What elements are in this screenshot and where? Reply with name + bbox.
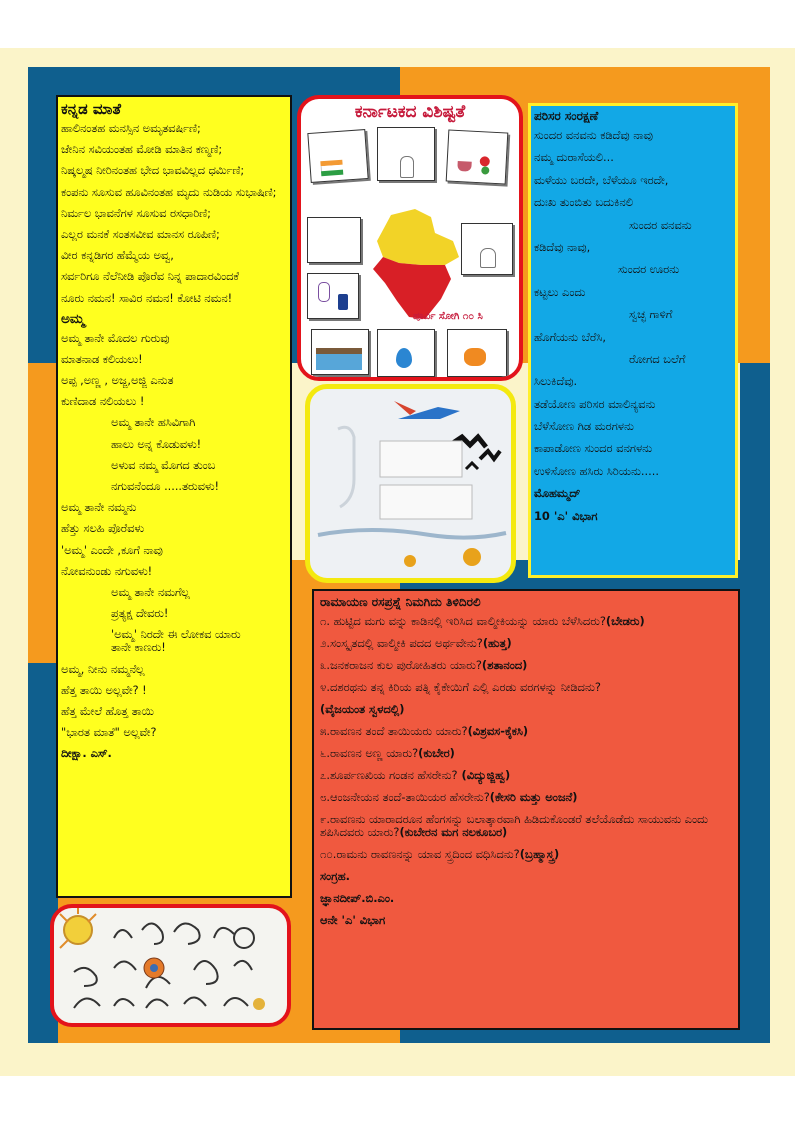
- environment-line: ರೋಗದ ಬಲೆಗೆ: [629, 351, 686, 366]
- quiz-question: ೧೦.ರಾಮನು ರಾವಣನನ್ನು ಯಾವ ಸ್ತ್ರದಿಂದ ವಧಿಸಿದನು?: [320, 847, 520, 861]
- karnataka-poster: [297, 95, 523, 381]
- quiz-answer: (ಕುಬೇರ): [418, 746, 455, 760]
- poster-card: [307, 217, 361, 263]
- bird-drawing: [305, 384, 516, 583]
- environment-line: ತಡೆಯೋಣ ಪರಿಸರ ಮಾಲಿನ್ಯವನು: [534, 396, 656, 411]
- poem-line: ಜೇನಿನ ಸವಿಯಂತಹ ಮೋಡಿ ಮಾತಿನ ಕಣ್ಮಣಿ;: [61, 143, 223, 157]
- environment-line: ಸಿಲುಕಿದೆವು.: [534, 374, 578, 389]
- poster-card: [446, 129, 509, 184]
- poem-line: ವೀರ ಕನ್ನಡಿಗರ ಹೆಮ್ಮೆಯ ಅವ್ವ,: [61, 249, 174, 263]
- quiz-answer: (ವಿದ್ಯುಜ್ಜಿಹ್ವ): [457, 768, 511, 782]
- poem2-line: "ಭಾರತ ಮಾತೆ" ಅಲ್ಲವೇ?: [61, 726, 157, 740]
- heron: [338, 427, 354, 507]
- quiz-title: ರಾಮಾಯಣ ರಸಪ್ರಶ್ನೆ ನಿಮಗಿದು ತಿಳಿದಿರಲಿ: [320, 595, 481, 609]
- quiz-item: [320, 791, 732, 804]
- environment-line: ಕಡಿದೆವು ನಾವು,: [534, 239, 591, 254]
- handwritten-letters: [174, 923, 234, 944]
- flower-center: [150, 964, 158, 972]
- quiz-item: [320, 615, 732, 628]
- poem2-line: ಹೆತ್ತು ಸಲಹಿ ಪೊರೆವಳು: [61, 522, 145, 536]
- environment-panel: [528, 103, 738, 578]
- quiz-item: [320, 769, 732, 782]
- environment-line: ಸುಂದರ ವನವನು: [629, 217, 692, 232]
- poem2-title: ಅಮ್ಮ: [61, 310, 85, 327]
- poem-line: ನಿಷ್ಕಲ್ಮಷ ನೀರಿನಂತಹ ಭೇದ ಭಾವವಿಲ್ಲದ ಧರ್ಮಿಣಿ;: [61, 164, 245, 178]
- environment-line: ಸುಂದರ ಊರನು: [618, 262, 680, 277]
- poem2-line: ಕುಣಿದಾಡ ನಲಿಯಲು !: [61, 395, 145, 409]
- alphabet-illustration: [54, 908, 287, 1023]
- text-note: [380, 441, 462, 477]
- environment-line: ಹೊಗೆಯನು ಬೆರೆಸಿ,: [534, 329, 607, 344]
- poem-line: ನೂರು ನಮನ! ಸಾವಿರ ನಮನ! ಕೋಟಿ ನಮನ!: [61, 291, 233, 305]
- poem-panel: [56, 95, 292, 898]
- poem2-line: ಅಮ್ಮ, ನೀನು ನಮ್ಮನೆಲ್ಲ: [61, 662, 145, 676]
- quiz-answer: (ಹುತ್ತ): [482, 636, 512, 650]
- poem-line: ನಿರ್ಮಲ ಭಾವನೆಗಳ ಸೂಸುವ ರಸಧಾರಿಣಿ;: [61, 206, 211, 220]
- poster-card: [447, 329, 507, 377]
- map-north: [377, 209, 459, 265]
- environment-title: ಪರಿಸರ ಸಂರಕ್ಷಣೆ: [534, 109, 599, 123]
- quiz-item: [320, 681, 732, 694]
- alphabet-drawing: [50, 904, 291, 1027]
- quiz-item: [320, 659, 732, 672]
- poster-card: [307, 129, 368, 183]
- quiz-answer: (ಬ್ರಹ್ಮಾಸ್ತ್ರ): [519, 847, 560, 861]
- quiz-question: ೪.ದಶರಥನು ತನ್ನ ಕಿರಿಯ ಪತ್ನಿ ಕೈಕೇಯಿಗೆ ಎಲ್ಲಿ ಎರಡು ವರಗಳನ್ನು ನೀಡಿದನು?: [320, 680, 601, 694]
- flying-bird: [480, 451, 500, 459]
- poem2-line: ಹಾಲು ಅನ್ನ ಕೊಡುವಳು!: [111, 437, 202, 451]
- poem2-line: ಅಪ್ಪ ,ಅಣ್ಣ , ಅಜ್ಜ,ಅಜ್ಜಿ ಎನುತ: [61, 374, 174, 388]
- quiz-item: [320, 637, 732, 650]
- poem-line: ಹಾಲಿನಂತಹ ಮನಸ್ಸಿನ ಅಮೃತವರ್ಷಿಣಿ;: [61, 122, 201, 135]
- fruit-drawing: [253, 998, 265, 1010]
- poem2-line: 'ಅಮ್ಮ' ಎಂದೇ ,ಕೂಗೆ ನಾವು: [61, 543, 163, 557]
- poem-author: ದೀಕ್ಷಾ. ಎಸ್.: [61, 747, 112, 761]
- egg: [404, 555, 416, 567]
- quiz-answer: (ಕೇಸರಿ ಮತ್ತು ಅಂಜನೆ): [489, 790, 578, 804]
- poster-card: [307, 273, 359, 319]
- quiz-answer: (ವಿಶ್ರವಸ-ಕೈಕಸಿ): [467, 724, 529, 738]
- poem2-line: ಅಮ್ಮ ತಾನೇ ಹಸಿವಿಗಾಗಿ: [111, 416, 196, 430]
- egg: [463, 548, 481, 566]
- quiz-item: [320, 848, 732, 861]
- environment-line: ಬೆಳೆಸೋಣ ಗಿಡ ಮರಗಳನು: [534, 419, 634, 434]
- poem-line: ಕಂಪನು ಸೂಸುವ ಹೂವಿನಂತಹ ಮೃದು ನುಡಿಯ ಸುಭಾಷಿಣಿ;: [61, 185, 277, 199]
- environment-author: ಮೊಹಮ್ಮದ್: [534, 486, 581, 501]
- environment-line: ಕಟ್ಟಲು ಎಂದು: [534, 284, 586, 299]
- quiz-author: ಜ್ಞಾನದೀಪ್.ಬಿ.ಎಂ.: [320, 891, 395, 905]
- quiz-class: ಆನೇ 'ಎ' ವಿಭಾಗ: [320, 913, 386, 927]
- environment-line: ಮಳೆಯು ಬರದೇ, ಬೆಳೆಯೂ ಇರದೇ,: [534, 172, 669, 187]
- sun-drawing: [64, 916, 92, 944]
- environment-line: ಕಾಪಾಡೋಣ ಸುಂದರ ವನಗಳನು: [534, 441, 653, 456]
- poem2-line: 'ಅಮ್ಮ' ನಿರದೇ ಈ ಲೋಕವ ಯಾರು ತಾನೇ ಕಾಣರು!: [111, 628, 241, 655]
- environment-line: ಸುಂದರ ವನವನು ಕಡಿದೆವು ನಾವು: [534, 128, 653, 142]
- poem2-line: ಅಮ್ಮ ತಾನೇ ನಮ್ಮನು: [61, 501, 137, 515]
- poem2-line: ಹೆತ್ತ ತಾಯಿ ಅಲ್ಲವೇ? !: [61, 683, 147, 697]
- quiz-question: ೯.ರಾವಣನು ಯಾರಾದರೂನ ಹೆಂಗಸನ್ನು ಬಲಾತ್ಕಾರವಾಗಿ ಹಿಡಿದುಕೊಂಡರೆ ತಲೆಯೊಡೆದು ಸಾಯುವನು ಎಂದು ಶಪಿಸಿದವರು ಯಾರು?: [320, 812, 709, 839]
- karnataka-map: [361, 207, 471, 325]
- poem2-line: ಅಮ್ಮ ತಾನೇ ಮೊದಲ ಗುರುವು: [61, 331, 170, 345]
- poem2-line: ನೋವನುಂಡು ನಗುವಳು!: [61, 564, 153, 578]
- handwritten-letters: [74, 997, 248, 1008]
- bird-illustration: [310, 389, 511, 578]
- quiz-item: [320, 813, 732, 839]
- water-waves: [318, 530, 506, 538]
- quiz-question: ೧. ಹುಟ್ಟಿದ ಮಗು ವನ್ನು ಕಾಡಿನಲ್ಲಿ ಇರಿಸಿದ ವಾಲ್ಮೀಕಿಯನ್ನು ಯಾರು ಬೆಳೆಸಿದರು?: [320, 614, 606, 628]
- environment-line: ಸ್ವಚ್ಛ ಗಾಳಿಗೆ: [629, 307, 673, 322]
- text-note: [380, 485, 472, 519]
- quiz-collected: ಸಂಗ್ರಹ.: [320, 869, 350, 883]
- poem-line: ಸರ್ವರಿಗೂ ನೆಲೆನೀಡಿ ಪೊರೆವ ನಿನ್ನ ಪಾದಾರವಿಂದಕೆ: [61, 270, 239, 284]
- handwritten-letters: [234, 928, 254, 948]
- poem2-line: ಅಮ್ಮ ತಾನೇ ನಮಗೆಲ್ಲ: [111, 585, 190, 599]
- poem-line: ಎಲ್ಲರ ಮನಕೆ ಸಂತಸವೀವ ಮಾನಸ ರೂಪಿಣಿ;: [61, 227, 220, 241]
- environment-class: 10 'ಎ' ವಿಭಾಗ: [534, 508, 598, 523]
- quiz-item: [320, 725, 732, 738]
- quiz-answer: (ವೈಜಯಂತ ಸ್ವಳದಲ್ಲಿ): [320, 702, 405, 716]
- quiz-question: ೨.ಸಂಸ್ಕೃತದಲ್ಲಿ ವಾಲ್ಮೀಕಿ ಪದದ ಅರ್ಥವೇನು?: [320, 636, 483, 650]
- quiz-answer: (ಕುಬೇರನ ಮಗ ನಲಕೂಬರ): [399, 825, 508, 839]
- map-south: [373, 257, 451, 319]
- poem2-line: ಹೆತ್ತ ಮೇಲೆ ಹೊತ್ತ ತಾಯಿ: [61, 704, 154, 718]
- poster-card: [377, 127, 435, 181]
- flying-bird: [466, 463, 478, 469]
- quiz-item: [320, 703, 732, 716]
- poem2-line: ಅಳುವ ನಮ್ಮ ಮೊಗದ ತುಂಬ: [111, 458, 216, 472]
- quiz-question: ೮.ಆಂಜನೇಯನ ತಂದೆ-ತಾಯಿಯರ ಹೆಸರೇನು?: [320, 790, 490, 804]
- environment-line: ಉಳಿಸೋಣ ಹಸಿರು ಸಿರಿಯನು.....: [534, 463, 660, 478]
- poem2-line: ಮಾತನಾಡ ಕಲಿಯಲು!: [61, 352, 143, 366]
- quiz-panel: [312, 589, 740, 1030]
- handwritten-letters: [194, 961, 252, 984]
- quiz-question: ೭.ಶೂರ್ಪಣಖಿಯ ಗಂಡನ ಹೆಸರೇನು?: [320, 768, 458, 782]
- poster-title: ಕರ್ನಾಟಕದ ವಿಶಿಷ್ಟತೆ: [354, 102, 466, 122]
- environment-line: ದುಃಖ ತುಂಬಿತು ಬದುಕಿನಲಿ: [534, 195, 633, 210]
- poem2-line: ಪ್ರತ್ಯಕ್ಷ ದೇವರು!: [111, 607, 169, 621]
- hummingbird-tail: [394, 401, 416, 415]
- poster-card: [311, 329, 369, 375]
- quiz-question: ೩.ಜನಕರಾಜನ ಕುಲ ಪುರೋಹಿತರು ಯಾರು?: [320, 658, 482, 672]
- poem-title: ಕನ್ನಡ ಮಾತೆ: [61, 100, 122, 118]
- environment-line: ನಮ್ಮ ದುರಾಸೆಯಲಿ...: [534, 150, 614, 165]
- handwritten-letters: [114, 923, 163, 944]
- poster-card: [377, 329, 435, 377]
- bg-band-navy-right: [740, 363, 770, 583]
- quiz-question: ೫.ರಾವಣನ ತಂದೆ ತಾಯಿಯರು ಯಾರು?: [320, 724, 468, 738]
- poem2-line: ನಗುವನೆಂದೂ .....ತರುವಳು!: [111, 480, 220, 493]
- quiz-question: ೬.ರಾವಣನ ಅಣ್ಣ ಯಾರು?: [320, 746, 419, 760]
- quiz-item: [320, 747, 732, 760]
- quiz-answer: (ಶತಾನಂದ): [481, 658, 528, 672]
- poster-footer: ಪೂರ್ವಿ ಸೋಗಿ ೧೦ ಸಿ: [413, 311, 483, 322]
- quiz-answer: (ಬೇಡರು): [605, 614, 645, 628]
